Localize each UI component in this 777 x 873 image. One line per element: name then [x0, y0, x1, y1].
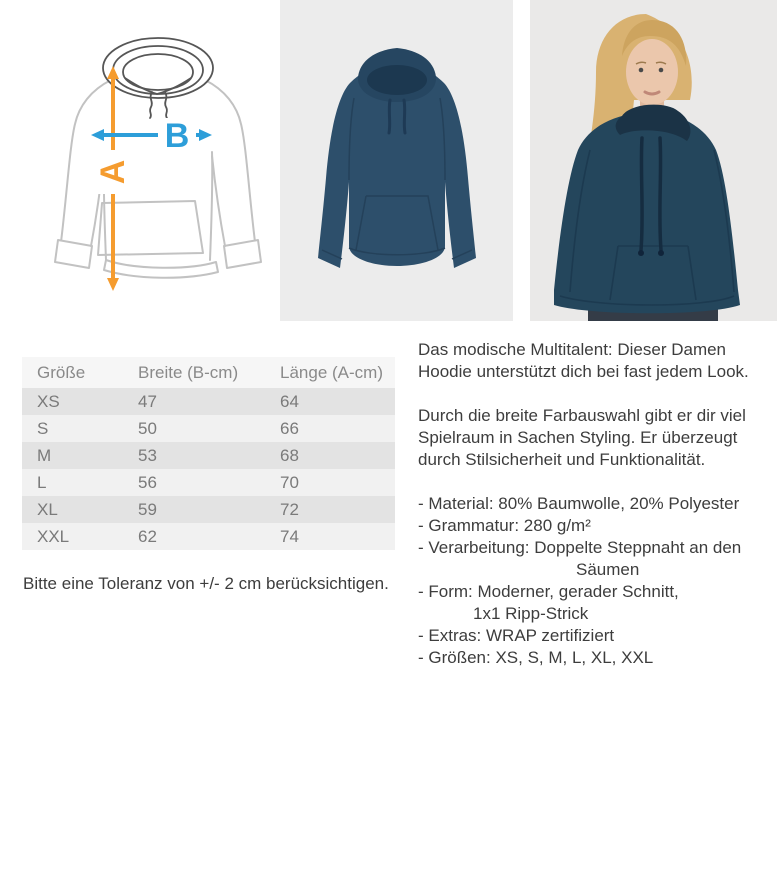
- table-row: [22, 496, 395, 523]
- width-arrow-b: [91, 117, 212, 155]
- hoodie-sketch-icon: [45, 28, 275, 300]
- tolerance-note: Bitte eine Toleranz von +/- 2 cm berücksichtigen.: [23, 574, 389, 593]
- size-cell: M: [22, 442, 123, 469]
- table-row: [22, 388, 395, 415]
- breite-cell: 50: [123, 415, 265, 442]
- col-header-laenge: Länge (A-cm): [265, 357, 395, 388]
- size-cell: XS: [22, 388, 123, 415]
- breite-cell: 53: [123, 442, 265, 469]
- feature-form: - Form: Moderner, gerader Schnitt,: [418, 582, 679, 601]
- laenge-cell: 64: [265, 388, 395, 415]
- size-diagram-image[interactable]: [45, 28, 275, 300]
- label-b: B: [164, 117, 190, 155]
- laenge-cell: 68: [265, 442, 395, 469]
- table-header-row: [22, 357, 395, 388]
- breite-cell: 59: [123, 496, 265, 523]
- feature-material: - Material: 80% Baumwolle, 20% Polyester: [418, 494, 740, 513]
- table-row: [22, 523, 395, 550]
- breite-cell: 62: [123, 523, 265, 550]
- size-cell: S: [22, 415, 123, 442]
- hoodie-photo-icon: [280, 0, 513, 321]
- feature-grammatur: - Grammatur: 280 g/m²: [418, 516, 591, 535]
- description-paragraph-2: Durch die breite Farbauswahl gibt er dir viel Spielraum in Sachen Styling. Er überzeugt durch Stilsicherheit und Funktionalität.: [418, 406, 746, 469]
- table-row: [22, 469, 395, 496]
- size-table: [22, 357, 395, 550]
- breite-cell: 56: [123, 469, 265, 496]
- size-cell: L: [22, 469, 123, 496]
- size-cell: XL: [22, 496, 123, 523]
- feature-verarbeitung: - Verarbeitung: Doppelte Steppnaht an den: [418, 538, 742, 557]
- laenge-cell: 70: [265, 469, 395, 496]
- table-row: [22, 442, 395, 469]
- product-photo[interactable]: [280, 0, 513, 321]
- col-header-breite: Breite (B-cm): [123, 357, 265, 388]
- col-header-groesse: Größe: [22, 357, 123, 388]
- product-description: [418, 339, 777, 669]
- laenge-cell: 66: [265, 415, 395, 442]
- feature-groessen: - Größen: XS, S, M, L, XL, XXL: [418, 648, 654, 667]
- laenge-cell: 74: [265, 523, 395, 550]
- description-paragraph-1: Das modische Multitalent: Dieser Damen Hoodie unterstützt dich bei fast jedem Look.: [418, 340, 749, 381]
- feature-verarbeitung-cont: Säumen: [576, 560, 640, 579]
- feature-form-cont: 1x1 Ripp-Strick: [473, 604, 589, 623]
- table-row: [22, 415, 395, 442]
- feature-list: [418, 493, 777, 669]
- model-photo[interactable]: [530, 0, 777, 321]
- feature-extras: - Extras: WRAP zertifiziert: [418, 626, 615, 645]
- laenge-cell: 72: [265, 496, 395, 523]
- model-photo-icon: [530, 0, 777, 321]
- breite-cell: 47: [123, 388, 265, 415]
- size-cell: XXL: [22, 523, 123, 550]
- length-arrow-a: [94, 66, 132, 291]
- label-a: A: [94, 159, 132, 185]
